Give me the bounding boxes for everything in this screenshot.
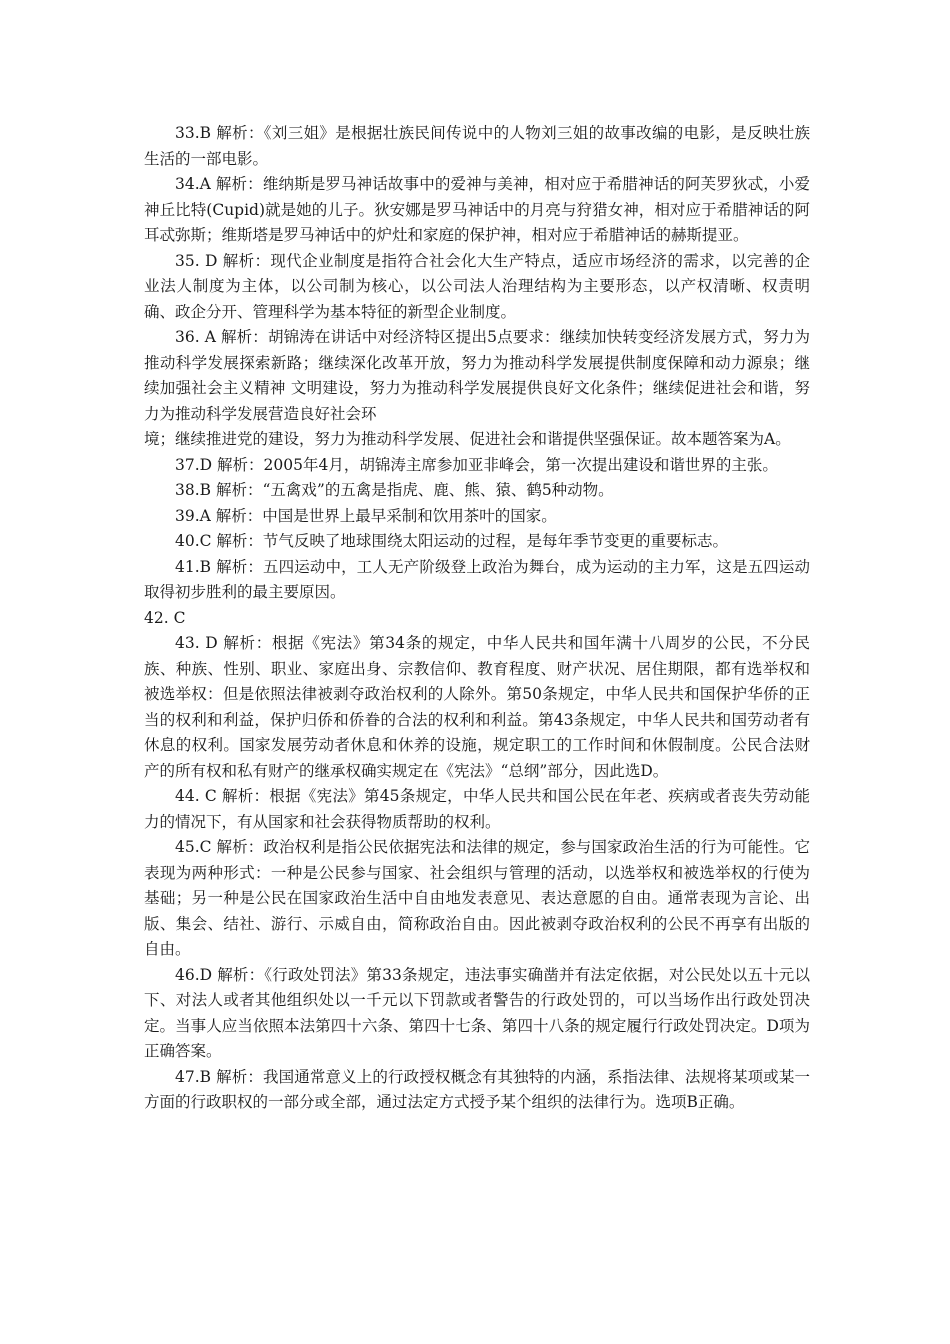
answer-43: 43. D 解析：根据《宪法》第34条的规定，中华人民共和国年满十八周岁的公民，不分民族、种族、性别、职业、家庭出身、宗教信仰、教育程度、财产状况、居住期限，都有选举权和被选举权：但是依照法律被剥夺政治权利的人除外。第50条规定，中华人民共和国保护华侨的正当的权利和利益，保护归侨和侨眷的合法的权利和利益。第43条规定，中华人民共和国劳动者有休息的权利。国家发展劳动者休息和休养的设施，规定职工的工作时间和休假制度。公民合法财产的所有权和私有财产的继承权确实规定在《宪法》“总纲”部分，因此选D。	[144, 634, 810, 780]
answer-34: 34.A 解析：维纳斯是罗马神话故事中的爱神与美神，相对应于希腊神话的阿芙罗狄忒，小爱神丘比特(Cupid)就是她的儿子。狄安娜是罗马神话中的月亮与狩猎女神，相对应于希腊神话的阿耳忒弥斯；维斯塔是罗马神话中的炉灶和家庭的保护神，相对应于希腊神话的赫斯提亚。	[144, 175, 810, 244]
answer-45: 45.C 解析：政治权利是指公民依据宪法和法律的规定，参与国家政治生活的行为可能性。它表现为两种形式：一种是公民参与国家、社会组织与管理的活动，以选举权和被选举权的行使为基础；另一种是公民在国家政治生活中自由地发表意见、表达意愿的自由。通常表现为言论、出版、集会、结社、游行、示威自由，简称政治自由。因此被剥夺政治权利的公民不再享有出版的自由。	[144, 838, 810, 958]
answer-39: 39.A 解析：中国是世界上最早采制和饮用茶叶的国家。	[175, 506, 557, 525]
answer-42: 42. C	[144, 608, 186, 627]
answer-37: 37.D 解析：2005年4月，胡锦涛主席参加亚非峰会，第一次提出建设和谐世界的主张。	[175, 455, 778, 474]
answer-33: 33.B 解析：《刘三姐》是根据壮族民间传说中的人物刘三姐的故事改编的电影，是反映壮族生活的一部电影。	[144, 124, 810, 168]
answer-38: 38.B 解析：“五禽戏”的五禽是指虎、鹿、熊、猿、鹤5种动物。	[175, 481, 614, 499]
answer-35: 35. D 解析：现代企业制度是指符合社会化大生产特点，适应市场经济的需求，以完善的企业法人制度为主体，以公司制为核心，以公司法人治理结构为主要形态，以产权清晰、权责明确、政企分开、管理科学为基本特征的新型企业制度。	[144, 251, 810, 321]
answer-44: 44. C 解析：根据《宪法》第45条规定，中华人民共和国公民在年老、疾病或者丧失劳动能力的情况下，有从国家和社会获得物质帮助的权利。	[144, 787, 810, 831]
answer-41: 41.B 解析：五四运动中，工人无产阶级登上政治为舞台，成为运动的主力军，这是五四运动取得初步胜利的最主要原因。	[144, 557, 810, 601]
answer-47: 47.B 解析：我国通常意义上的行政授权概念有其独特的内涵，系指法律、法规将某项或某一方面的行政职权的一部分或全部，通过法定方式授予某个组织的法律行为。选项B正确。	[144, 1067, 810, 1111]
answer-40: 40.C 解析：节气反映了地球围绕太阳运动的过程，是每年季节变更的重要标志。	[175, 532, 728, 550]
answer-46: 46.D 解析：《行政处罚法》第33条规定，违法事实确凿并有法定依据，对公民处以五十元以下、对法人或者其他组织处以一千元以下罚款或者警告的行政处罚的，可以当场作出行政处罚决定。当事人应当依照本法第四十六条、第四十七条、第四十八条的规定履行行政处罚决定。D项为正确答案。	[144, 965, 810, 1060]
answer-explanations	[144, 121, 810, 1116]
answer-36: 36. A 解析：胡锦涛在讲话中对经济特区提出5点要求：继续加快转变经济发展方式，努力为推动科学发展探索新路；继续深化改革开放，努力为推动科学发展提供制度保障和动力源泉；继续加强社会主义精神 文明建设，努力为推动科学发展提供良好文化条件；继续促进社会和谐，努力为推动科学发展营造良好社会环	[144, 328, 810, 423]
answer-36-continued: 境；继续推进党的建设，努力为推动科学发展、促进社会和谐提供坚强保证。故本题答案为A。	[144, 430, 791, 448]
